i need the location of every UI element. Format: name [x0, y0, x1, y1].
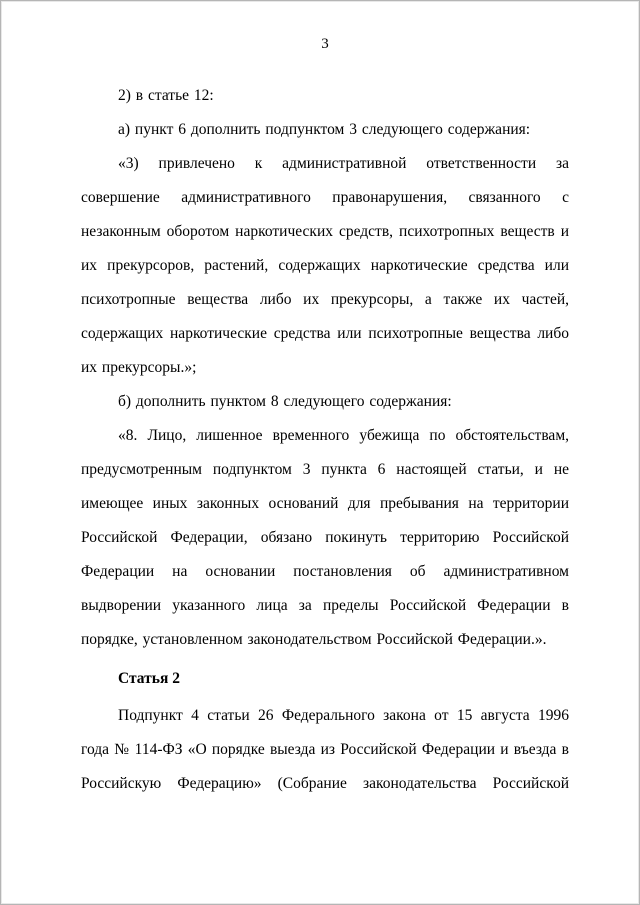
paragraph-article12-intro: 2) в статье 12:	[118, 87, 214, 104]
paragraph-subitem-b: б) дополнить пунктом 8 следующего содержания:	[118, 393, 452, 410]
page-content	[1, 1, 639, 801]
page-number	[81, 35, 569, 53]
paragraph-quote-3: «3) привлечено к административной ответственности за совершение административного правонарушения, связанного с незаконным оборотом наркотических средств, психотропных веществ и их прекурсоров, растений, содержащих наркотические средства или психотропные вещества либо их прекурсоры, а также их частей, содержащих наркотические средства или психотропные вещества либо их прекурсоры.»;	[81, 155, 569, 376]
page-number-text: 3	[321, 36, 329, 52]
paragraph-subitem-a: а) пункт 6 дополнить подпунктом 3 следующего содержания:	[118, 121, 531, 138]
section-heading-article-2: Статья 2	[118, 670, 180, 687]
paragraph-quote-8: «8. Лицо, лишенное временного убежища по обстоятельствам, предусмотренным подпунктом 3 пункта 6 настоящей статьи, и не имеющее иных законных оснований для пребывания на территории Российской Федерации, обязано покинуть территорию Российской Федерации на основании постановления об административном выдворении указанного лица за пределы Российской Федерации в порядке, установленном законодательством Российской Федерации.».	[81, 427, 569, 648]
paragraph-article2-body: Подпункт 4 статьи 26 Федерального закона от 15 августа 1996 года № 114-ФЗ «О порядке выезда из Российской Федерации и въезда в Российскую Федерацию» (Собрание законодательства Российской	[81, 707, 569, 792]
